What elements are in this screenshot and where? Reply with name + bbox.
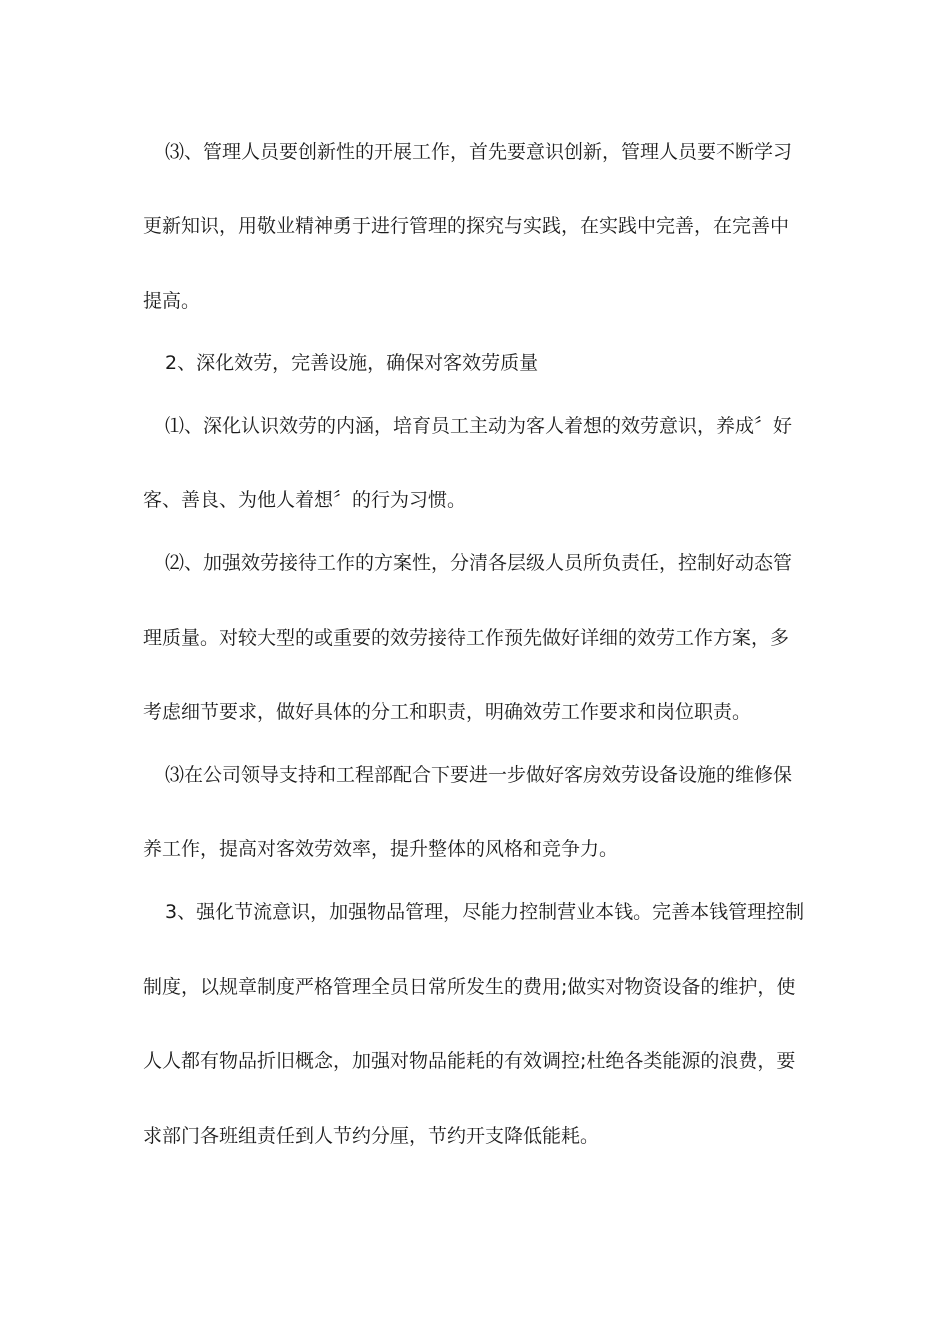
text-line: 养工作，提高对客效劳效率，提升整体的风格和竞争力。 — [143, 838, 619, 860]
text-line: 求部门各班组责任到人节约分厘，节约开支降低能耗。 — [143, 1125, 600, 1147]
text-line: ⑶在公司领导支持和工程部配合下要进一步做好客房效劳设备设施的维修保 — [165, 764, 793, 786]
text-line: ⑶、管理人员要创新性的开展工作，首先要意识创新，管理人员要不断学习 — [165, 141, 793, 163]
text-line: 客、善良、为他人着想〞的行为习惯。 — [143, 489, 467, 511]
text-line: 提高。 — [143, 290, 201, 312]
text-line: 理质量。对较大型的或重要的效劳接待工作预先做好详细的效劳工作方案，多 — [143, 627, 790, 649]
text-line: ⑴、深化认识效劳的内涵，培育员工主动为客人着想的效劳意识，养成〞好 — [165, 415, 793, 437]
text-line: 制度，以规章制度严格管理全员日常所发生的费用;做实对物资设备的维护，使 — [143, 976, 796, 998]
text-line: ⑵、加强效劳接待工作的方案性，分清各层级人员所负责任，控制好动态管 — [165, 552, 793, 574]
text-line: 考虑细节要求，做好具体的分工和职责，明确效劳工作要求和岗位职责。 — [143, 701, 752, 723]
section-heading: 2、深化效劳，完善设施，确保对客效劳质量 — [165, 352, 539, 374]
text-line: 更新知识，用敬业精神勇于进行管理的探究与实践，在实践中完善，在完善中 — [143, 215, 790, 237]
section-heading: 3、强化节流意识，加强物品管理，尽能力控制营业本钱。完善本钱管理控制 — [165, 901, 805, 923]
text-line: 人人都有物品折旧概念，加强对物品能耗的有效调控;杜绝各类能源的浪费，要 — [143, 1050, 796, 1072]
